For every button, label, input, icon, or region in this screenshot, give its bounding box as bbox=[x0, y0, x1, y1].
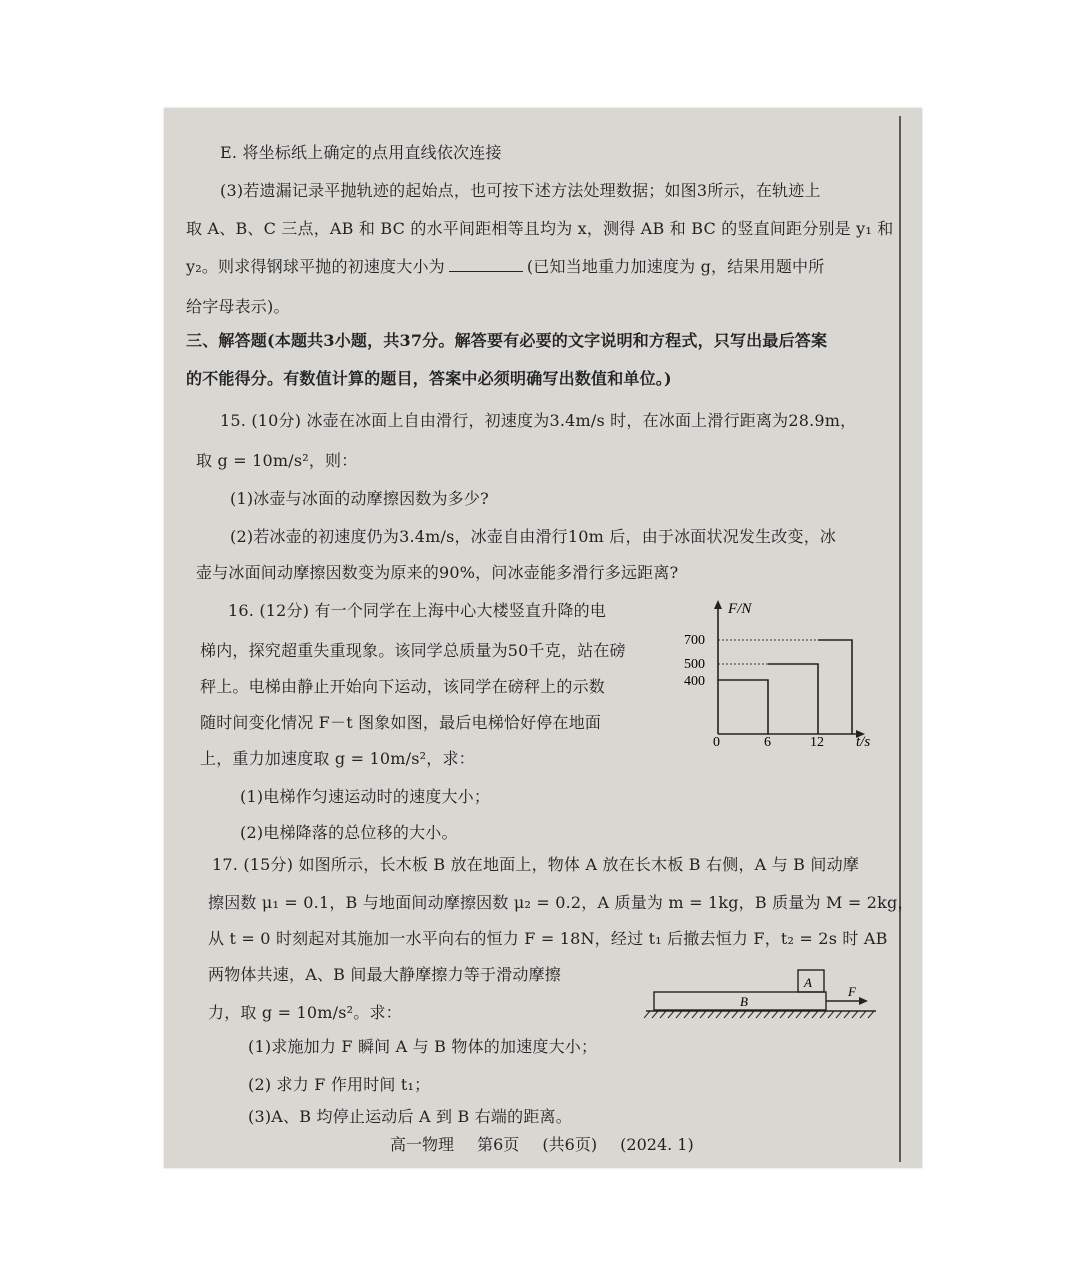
x-axis-label: t/s bbox=[856, 734, 871, 746]
y-tick-400: 400 bbox=[684, 674, 705, 689]
x-tick-6: 6 bbox=[764, 735, 771, 746]
text-line: (3)A、B 均停止运动后 A 到 B 右端的距离。 bbox=[248, 1107, 572, 1126]
y-tick-500: 500 bbox=[684, 657, 705, 672]
section-heading: 三、解答题(本题共3小题，共37分。解答要有必要的文字说明和方程式，只写出最后答案 bbox=[186, 331, 828, 350]
text-line: 从 t = 0 时刻起对其施加一水平向右的恒力 F = 18N，经过 t₁ 后撤去恒力 F，t₂ = 2s 时 AB bbox=[208, 929, 888, 948]
force-time-graph bbox=[682, 596, 882, 746]
text-fragment: y₂。则求得钢球平抛的初速度大小为 bbox=[186, 257, 445, 276]
answer-blank bbox=[449, 257, 523, 272]
block-a-label: A bbox=[804, 975, 812, 990]
text-line: (2) 求力 F 作用时间 t₁； bbox=[248, 1075, 431, 1094]
text-line: (2)电梯降落的总位移的大小。 bbox=[240, 823, 458, 842]
text-line: 随时间变化情况 F－t 图象如图，最后电梯恰好停在地面 bbox=[200, 713, 602, 732]
text-line: 擦因数 μ₁ = 0.1，B 与地面间动摩擦因数 μ₂ = 0.2，A 质量为 m = 1kg，B 质量为 M = 2kg， bbox=[208, 893, 914, 912]
footer-subject: 高一物理 bbox=[390, 1135, 455, 1154]
exam-page bbox=[164, 108, 922, 1168]
text-line: (1)求施加力 F 瞬间 A 与 B 物体的加速度大小； bbox=[248, 1037, 598, 1056]
text-line: 力，取 g = 10m/s²。求： bbox=[208, 1003, 402, 1022]
text-line: (2)若冰壶的初速度仍为3.4m/s，冰壶自由滑行10m 后，由于冰面状况发生改变，冰 bbox=[230, 527, 837, 546]
force-label: F bbox=[848, 984, 856, 999]
text-line: (1)冰壶与冰面的动摩擦因数为多少? bbox=[230, 489, 489, 508]
graph-axes bbox=[714, 600, 865, 738]
page-footer bbox=[390, 1134, 712, 1156]
text-line: (3)若遗漏记录平抛轨迹的起始点，也可按下述方法处理数据；如图3所示，在轨迹上 bbox=[220, 181, 821, 200]
text-line: 梯内，探究超重失重现象。该同学总质量为50千克，站在磅 bbox=[200, 641, 626, 660]
text-line: 壶与冰面间动摩擦因数变为原来的90%，问冰壶能多滑行多远距离? bbox=[196, 563, 679, 582]
text-line: 上，重力加速度取 g = 10m/s²，求： bbox=[200, 749, 475, 768]
text-line: 17. (15分) 如图所示，长木板 B 放在地面上，物体 A 放在长木板 B 右侧，A 与 B 间动摩 bbox=[212, 855, 860, 874]
text-line: E. 将坐标纸上确定的点用直线依次连接 bbox=[220, 143, 502, 162]
text-line: 16. (12分) 有一个同学在上海中心大楼竖直升降的电 bbox=[228, 601, 607, 620]
text-line: 两物体共速，A、B 间最大静摩擦力等于滑动摩擦 bbox=[208, 965, 561, 984]
text-line: 取 A、B、C 三点，AB 和 BC 的水平间距相等且均为 x，测得 AB 和 BC 的竖直间距分别是 y₁ 和 bbox=[186, 219, 894, 238]
force-steps bbox=[718, 640, 852, 734]
ground-hatching bbox=[644, 1011, 874, 1018]
footer-page: 第6页 bbox=[477, 1135, 520, 1154]
text-line: 给字母表示)。 bbox=[186, 297, 290, 316]
text-fragment: (已知当地重力加速度为 g，结果用题中所 bbox=[526, 257, 825, 276]
board-block-figure bbox=[644, 964, 884, 1024]
section-heading: 的不能得分。有数值计算的题目，答案中必须明确写出数值和单位。) bbox=[186, 369, 672, 388]
text-line: 秤上。电梯由静止开始向下运动，该同学在磅秤上的示数 bbox=[200, 677, 606, 696]
text-line: 15. (10分) 冰壶在冰面上自由滑行，初速度为3.4m/s 时，在冰面上滑行距离为28.9m， bbox=[220, 411, 857, 430]
y-axis-label: F/N bbox=[728, 601, 752, 617]
board-b-label: B bbox=[740, 994, 748, 1009]
x-tick-12: 12 bbox=[810, 735, 824, 746]
text-line: (1)电梯作匀速运动时的速度大小； bbox=[240, 787, 491, 806]
text-line: 取 g = 10m/s²，则： bbox=[196, 451, 358, 470]
force-arrow-head bbox=[859, 997, 868, 1005]
x-tick-0: 0 bbox=[713, 735, 720, 746]
footer-total: (共6页) bbox=[542, 1135, 598, 1154]
y-tick-700: 700 bbox=[684, 633, 705, 648]
text-line bbox=[186, 256, 824, 278]
footer-date: (2024. 1) bbox=[620, 1135, 694, 1154]
margin-line bbox=[899, 116, 901, 1162]
